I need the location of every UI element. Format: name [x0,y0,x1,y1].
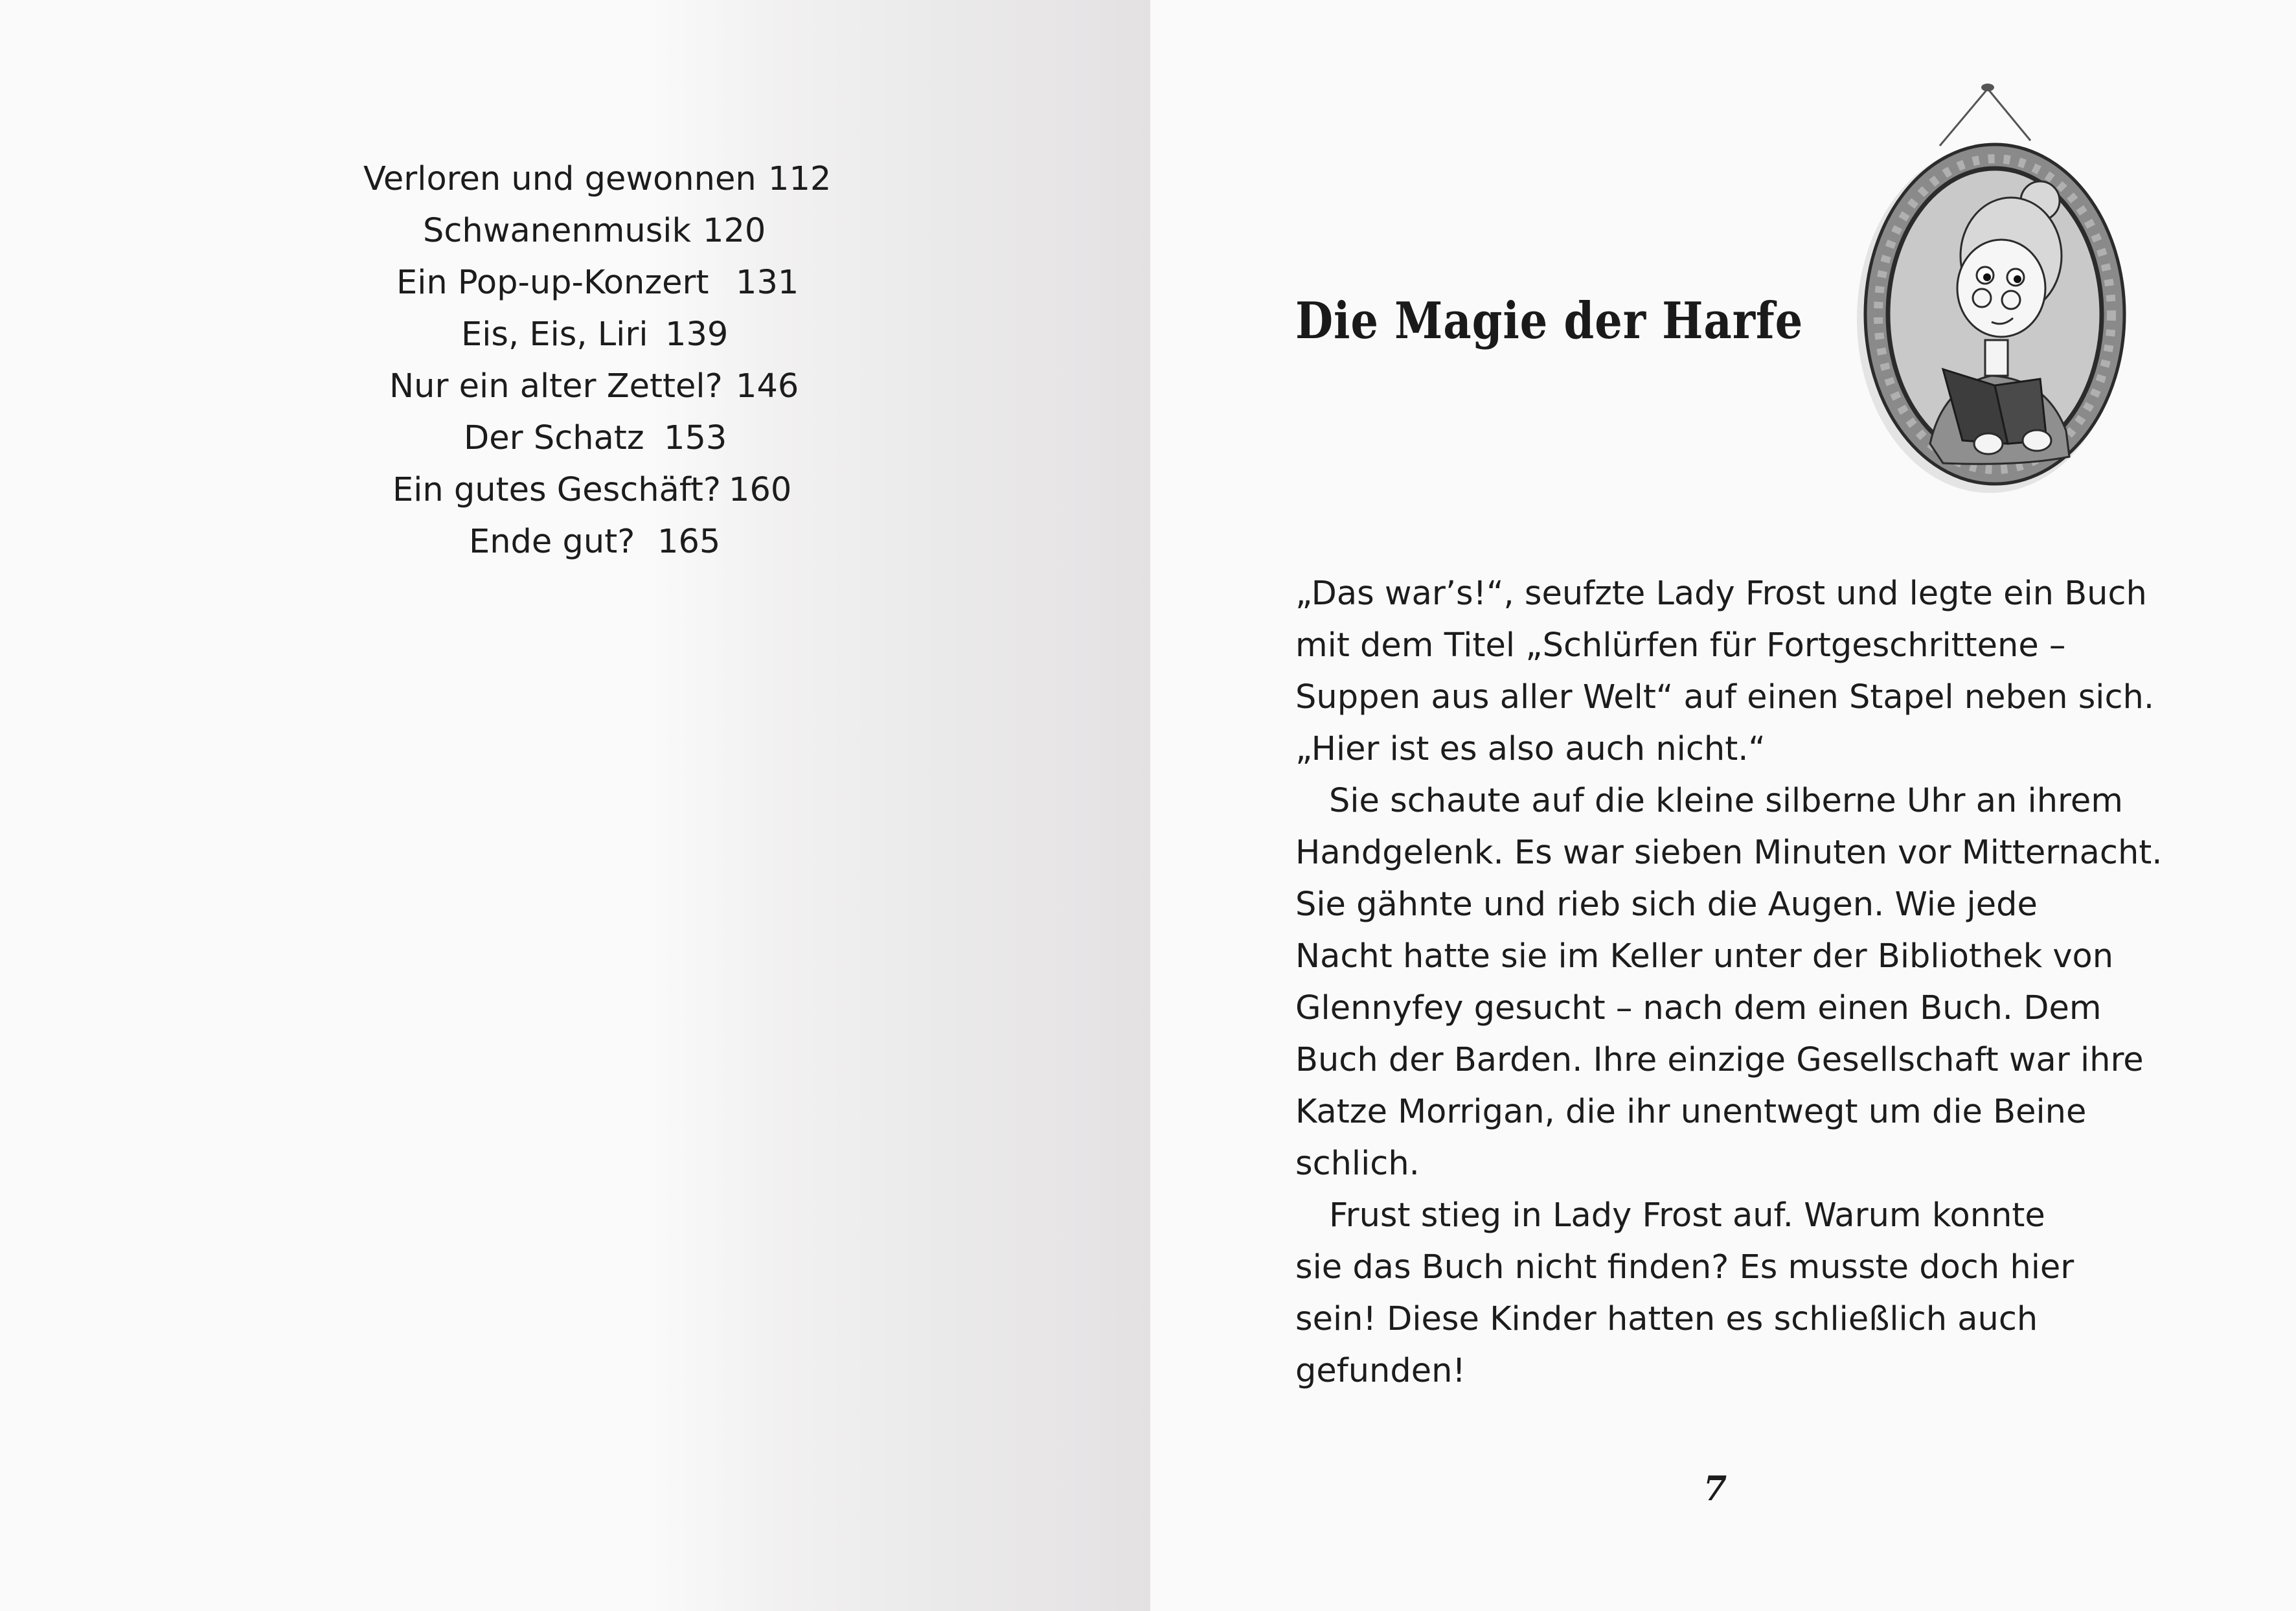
toc-entry-page: 139 [665,315,729,354]
page-number: 7 [1703,1469,1727,1509]
portrait-illustration [1852,81,2131,512]
toc-entry-title: Eis, Eis, Liri [461,315,648,354]
toc-entry-page: 165 [657,523,721,561]
toc-entry [0,205,1150,257]
body-line: Sie gähnte und rieb sich die Augen. Wie jede [1295,885,2038,924]
toc-entry-page: 160 [729,471,792,509]
toc-entry-title: Ein Pop-up-Konzert [396,264,709,302]
toc-entry-title: Schwanenmusik [423,212,692,250]
body-line: Buch der Barden. Ihre einzige Gesellschaft war ihre [1295,1041,2144,1079]
body-line: Nacht hatte sie im Keller unter der Bibliothek von [1295,937,2114,976]
toc-entry-title: Der Schatz [464,419,644,457]
body-line: schlich. [1295,1145,1420,1183]
toc-entry [0,154,1150,205]
toc-entry [0,309,1150,361]
toc-entry-title: Nur ein alter Zettel? [389,367,723,406]
toc-entry-title: Ende gut? [469,523,635,561]
toc-entry [0,464,1150,516]
body-line: sein! Diese Kinder hatten es schließlich auch [1295,1300,2038,1338]
toc-entry [0,361,1150,413]
toc-entry-page: 131 [736,264,799,302]
toc-entry-page: 120 [703,212,766,250]
body-line: Frust stieg in Lady Frost auf. Warum konnte [1329,1196,2045,1235]
toc-entry-title: Ein gutes Geschäft? [392,471,721,509]
toc-entry-page: 153 [664,419,727,457]
body-line: Suppen aus aller Welt“ auf einen Stapel neben sich. [1295,678,2155,716]
toc-entry [0,516,1150,568]
body-line: gefunden! [1295,1352,1466,1390]
toc-entry [0,413,1150,464]
toc-entry-title: Verloren und gewonnen [363,160,756,198]
chapter-title: Die Magie der Harfe [1295,291,1804,350]
body-line: „Hier ist es also auch nicht.“ [1295,730,1766,768]
body-line: Glennyfey gesucht – nach dem einen Buch. Dem [1295,989,2102,1027]
body-line: Sie schaute auf die kleine silberne Uhr an ihrem [1329,782,2123,820]
chapter-body [1295,568,2163,1397]
body-line: Handgelenk. Es war sieben Minuten vor Mitternacht. [1295,834,2163,872]
body-line: sie das Buch nicht finden? Es musste doch hier [1295,1248,2074,1286]
body-line: Katze Morrigan, die ihr unentwegt um die Beine [1295,1093,2087,1131]
body-line: „Das war’s!“, seufzte Lady Frost und legte ein Buch [1295,575,2147,613]
body-line: mit dem Titel „Schlürfen für Fortgeschrittene – [1295,626,2066,665]
toc-entry-page: 146 [736,367,799,406]
toc-entry-page: 112 [768,160,832,198]
toc-entry [0,257,1150,309]
